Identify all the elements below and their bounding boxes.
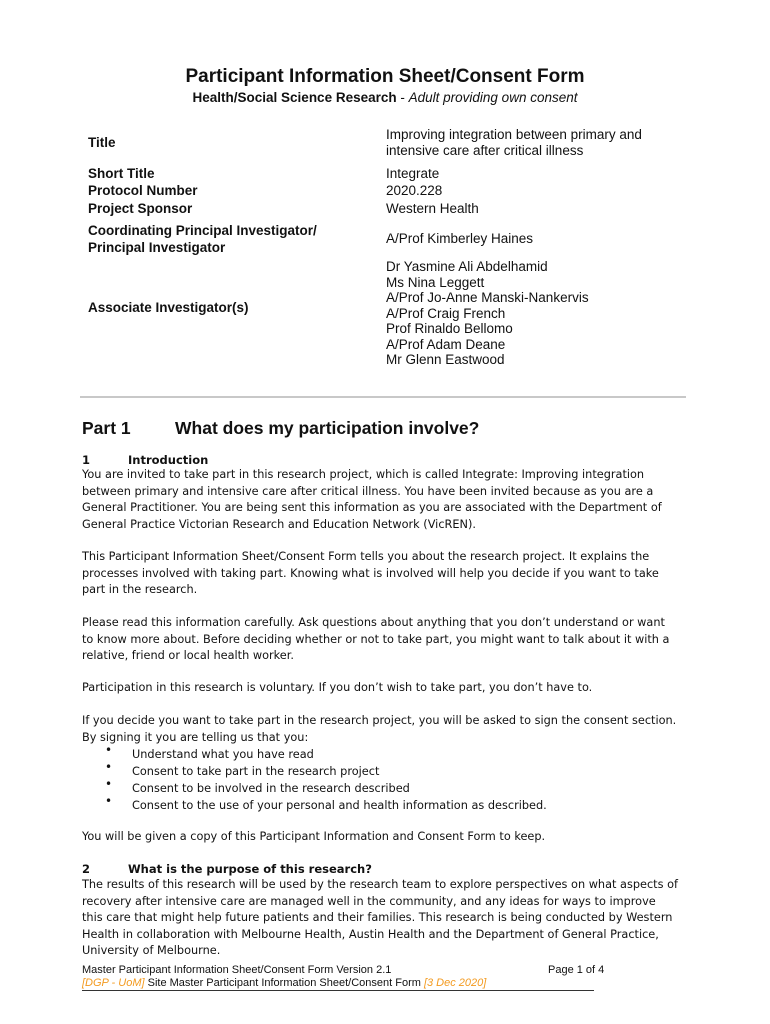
bullet-icon: • — [105, 759, 113, 774]
part-number: Part 1 — [82, 418, 131, 438]
purpose-paragraph: The results of this research will be used by the research team to explore perspectives on what aspects of recovery after intensive care are managed well in the community, and any ideas for ways to improve this care that might help future patients and their families. This research is being conducted by Western Health in collaboration with Melbourne Health, Austin Health and the Department of General Practice, University of Melbourne. — [82, 878, 678, 958]
associate-investigator: A/Prof Jo-Anne Manski-Nankervis — [386, 290, 589, 305]
list-item — [105, 793, 547, 815]
associate-investigators-list — [386, 259, 589, 368]
section-2-title: What is the purpose of this research? — [128, 862, 372, 876]
principal-investigator-label-line-2: Principal Investigator — [88, 240, 226, 255]
section-1-title: Introduction — [128, 453, 209, 467]
document-title: Participant Information Sheet/Consent Form — [185, 66, 585, 87]
footer-site-text: Site Master Participant Information Sheet/Consent Form — [144, 977, 424, 989]
associate-investigator: Dr Yasmine Ali Abdelhamid — [386, 259, 548, 274]
section-1-number: 1 — [82, 453, 91, 467]
title-value-line-2: intensive care after critical illness — [386, 142, 584, 158]
subtitle-separator: - — [396, 90, 409, 105]
bullet-icon: • — [105, 776, 113, 791]
list-item-text: Consent to the use of your personal and health information as described. — [132, 798, 547, 812]
intro-paragraph-2: This Participant Information Sheet/Consent Form tells you about the research project. It explains the processes involved with taking part. Knowing what is involved will help you decide if you want to take part in the research. — [82, 550, 659, 597]
list-item-text: Consent to take part in the research project — [132, 764, 380, 778]
associate-investigators-label: Associate Investigator(s) — [88, 300, 249, 315]
title-label: Title — [88, 135, 116, 150]
footer-site-tag: [DGP - UoM] — [82, 977, 145, 989]
intro-paragraph-1: You are invited to take part in this research project, which is called Integrate: Improving integration between primary and intensive care after critical illness. You have been invited because as you are a General Practitioner. You are being sent this information as you are associated with the Department of General Practice Victorian Research and Education Network (VicREN). — [82, 468, 662, 531]
intro-paragraph-4: Participation in this research is voluntary. If you don’t wish to take part, you don’t have to. — [82, 681, 593, 694]
footer-version: Master Participant Information Sheet/Consent Form Version 2.1 — [82, 964, 392, 976]
section-2-number: 2 — [82, 862, 91, 876]
list-item-text: Consent to be involved in the research described — [132, 781, 410, 795]
intro-paragraph-6: You will be given a copy of this Participant Information and Consent Form to keep. — [82, 830, 546, 843]
subtitle-consent-type: Adult providing own consent — [408, 90, 578, 105]
footer-page-number: Page 1 of 4 — [548, 964, 605, 976]
principal-investigator-value: A/Prof Kimberley Haines — [386, 231, 534, 246]
associate-investigator: Ms Nina Leggett — [386, 274, 485, 290]
short-title-value: Integrate — [386, 166, 440, 181]
list-item-text: Understand what you have read — [132, 748, 314, 761]
project-sponsor-label: Project Sponsor — [88, 201, 193, 216]
principal-investigator-label — [88, 222, 317, 256]
associate-investigator: Mr Glenn Eastwood — [386, 352, 505, 367]
short-title-label: Short Title — [88, 166, 155, 181]
consent-bullet-list — [105, 743, 547, 815]
title-value-line-1: Improving integration between primary and — [386, 127, 642, 142]
principal-investigator-label-line-1: Coordinating Principal Investigator/ — [88, 223, 317, 238]
footer-site-line — [82, 977, 486, 989]
part-title: What does my participation involve? — [175, 418, 480, 438]
intro-paragraph-5: If you decide you want to take part in the research project, you will be asked to sign the consent section. By signing it you are telling us that you: — [82, 714, 677, 744]
subtitle-main: Health/Social Science Research — [192, 90, 397, 105]
intro-paragraph-3: Please read this information carefully. Ask questions about anything that you don’t understand or want to know more about. Before deciding whether or not to take part, you might want to talk about it with a relative, friend or local health worker. — [82, 616, 670, 663]
list-item — [105, 743, 547, 764]
protocol-number-value: 2020.228 — [386, 183, 443, 198]
section-divider — [80, 396, 686, 398]
associate-investigator: A/Prof Craig French — [386, 305, 506, 321]
protocol-number-label: Protocol Number — [88, 183, 198, 198]
footer-underline — [82, 990, 594, 991]
document-subtitle — [0, 90, 770, 105]
title-value — [386, 127, 642, 158]
bullet-icon: • — [105, 793, 113, 808]
bullet-icon: • — [105, 743, 113, 757]
footer-date: [3 Dec 2020] — [423, 977, 487, 989]
associate-investigator: A/Prof Adam Deane — [386, 336, 506, 352]
project-sponsor-value: Western Health — [386, 201, 479, 216]
list-item — [105, 759, 547, 781]
associate-investigator: Prof Rinaldo Bellomo — [386, 321, 513, 336]
list-item — [105, 776, 547, 798]
